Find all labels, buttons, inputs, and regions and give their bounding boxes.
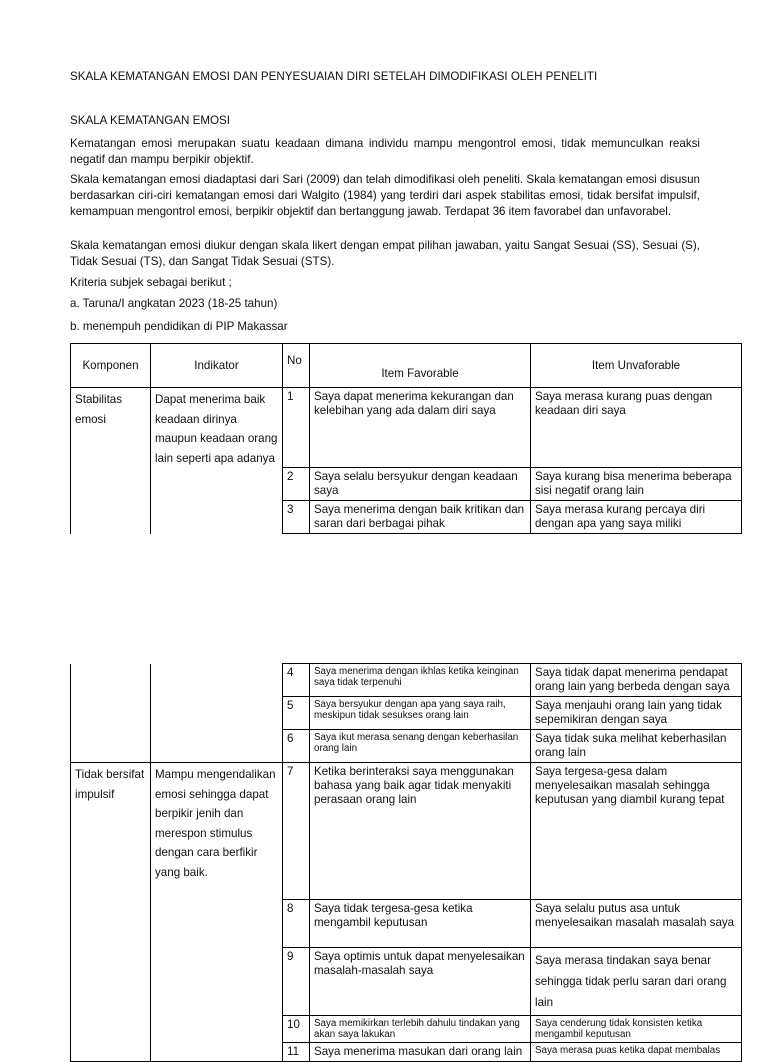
item-number: 11 — [283, 1043, 310, 1062]
item-unfavorable: Saya merasa tindakan saya benar sehingga tidak perlu saran dari orang lain — [531, 948, 742, 1016]
header-no: No — [283, 344, 310, 388]
criteria-item-b: b. menempuh pendidikan di PIP Makassar — [70, 320, 288, 333]
indicator-tidak-bersifat-impulsif — [151, 763, 283, 1062]
paragraph-likert: Skala kematangan emosi diukur dengan skala likert dengan empat pilihan jawaban, yaitu Sangat Sesuai (SS), Sesuai (S), Tidak Sesuai (TS), dan Sangat Tidak Sesuai (STS). — [70, 239, 700, 268]
item-favorable: Saya optimis untuk dapat menyelesaikan masalah-masalah saya — [310, 948, 531, 1016]
document-title: SKALA KEMATANGAN EMOSI DAN PENYESUAIAN DIRI SETELAH DIMODIFIKASI OLEH PENELITI — [70, 70, 598, 83]
component-stabilitas-emosi: Stabilitas emosi — [71, 388, 151, 534]
item-number: 10 — [283, 1016, 310, 1043]
item-favorable: Saya dapat menerima kekurangan dan kelebihan yang ada dalam diri saya — [310, 388, 531, 468]
table-row — [71, 763, 742, 900]
item-number: 3 — [283, 501, 310, 534]
item-number: 1 — [283, 388, 310, 468]
item-number: 6 — [283, 730, 310, 763]
item-number: 7 — [283, 763, 310, 900]
item-unfavorable: Saya tidak suka melihat keberhasilan orang lain — [531, 730, 742, 763]
header-item-unfavorable: Item Unvaforable — [531, 344, 742, 388]
item-unfavorable: Saya menjauhi orang lain yang tidak sepemikiran dengan saya — [531, 697, 742, 730]
paragraph-definition: Kematangan emosi merupakan suatu keadaan dimana individu mampu mengontrol emosi, tidak memunculkan reaksi negatif dan mampu berpikir objektif. — [70, 137, 700, 166]
item-unfavorable: Saya merasa puas ketika dapat membalas — [531, 1043, 742, 1062]
paragraph-adaptation: Skala kematangan emosi diadaptasi dari Sari (2009) dan telah dimodifikasi oleh peneliti. Skala kematangan emosi disusun berdasarkan ciri-ciri kematangan emosi dari Walgito (1984) yang terdiri dari aspek stabilitas emosi, tidak bersifat impulsif, kemampuan mengontrol emosi, berpikir objektif dan bertanggung jawab. Terdapat 36 item favorabel dan unfavorabel. — [70, 173, 700, 218]
criteria-item-a: a. Taruna/I angkatan 2023 (18-25 tahun) — [70, 297, 278, 310]
item-favorable: Saya memikirkan terlebih dahulu tindakan yang akan saya lakukan — [310, 1016, 531, 1043]
indicator-label: Mampu mengendalikan emosi sehingga dapat berpikir jenih dan merespon stimulus dengan cara berfikir yang baik. — [155, 768, 276, 879]
item-favorable: Saya menerima dengan ikhlas ketika keinginan saya tidak terpenuhi — [310, 664, 531, 697]
item-favorable: Saya ikut merasa senang dengan keberhasilan orang lain — [310, 730, 531, 763]
item-unfavorable: Saya selalu putus asa untuk menyelesaikan masalah masalah saya — [531, 900, 742, 948]
item-number: 2 — [283, 468, 310, 501]
table-header-row — [71, 344, 742, 388]
item-unfavorable: Saya merasa kurang puas dengan keadaan diri saya — [531, 388, 742, 468]
item-unfavorable: Saya kurang bisa menerima beberapa sisi negatif orang lain — [531, 468, 742, 501]
table-row — [71, 664, 742, 697]
item-favorable: Saya bersyukur dengan apa yang saya raih, meskipun tidak sesukses orang lain — [310, 697, 531, 730]
item-number: 4 — [283, 664, 310, 697]
item-favorable: Saya menerima dengan baik kritikan dan saran dari berbagai pihak — [310, 501, 531, 534]
header-item-favorable: Item Favorable — [310, 344, 531, 388]
scale-table-part-1 — [70, 343, 742, 534]
component-continued — [71, 664, 151, 763]
item-number: 9 — [283, 948, 310, 1016]
header-indikator: Indikator — [151, 344, 283, 388]
item-favorable: Saya selalu bersyukur dengan keadaan saya — [310, 468, 531, 501]
item-unfavorable: Saya merasa kurang percaya diri dengan apa yang saya miliki — [531, 501, 742, 534]
item-favorable: Saya menerima masukan dari orang lain — [310, 1043, 531, 1062]
item-favorable: Ketika berinteraksi saya menggunakan bahasa yang baik agar tidak menyakiti perasaan orang lain — [310, 763, 531, 900]
scale-table-part-2 — [70, 663, 742, 1062]
item-favorable: Saya tidak tergesa-gesa ketika mengambil keputusan — [310, 900, 531, 948]
header-komponen: Komponen — [71, 344, 151, 388]
item-number: 8 — [283, 900, 310, 948]
component-tidak-bersifat-impulsif — [71, 763, 151, 1062]
criteria-intro: Kriteria subjek sebagai berikut ; — [70, 276, 232, 289]
indicator-continued — [151, 664, 283, 763]
item-unfavorable: Saya tidak dapat menerima pendapat orang lain yang berbeda dengan saya — [531, 664, 742, 697]
item-unfavorable: Saya tergesa-gesa dalam menyelesaikan masalah sehingga keputusan yang diambil kurang tepat — [531, 763, 742, 900]
table-row — [71, 388, 742, 468]
component-label: Tidak bersifat impulsif — [75, 768, 145, 801]
item-number: 5 — [283, 697, 310, 730]
indicator-stabilitas-emosi: Dapat menerima baik keadaan dirinya maupun keadaan orang lain seperti apa adanya — [151, 388, 283, 534]
item-unfavorable: Saya cenderung tidak konsisten ketika mengambil keputusan — [531, 1016, 742, 1043]
section-title: SKALA KEMATANGAN EMOSI — [70, 114, 230, 127]
